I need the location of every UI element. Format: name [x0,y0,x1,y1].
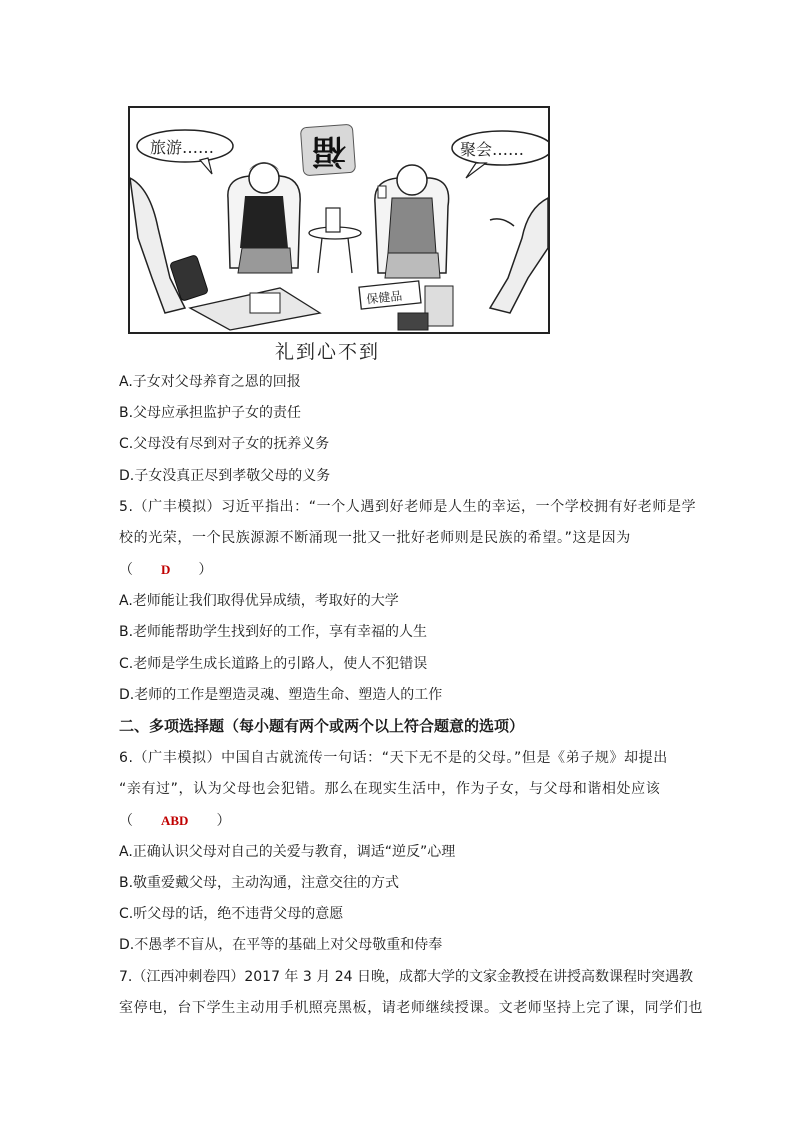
q4-option-b: B.父母应承担监护子女的责任 [119,405,302,421]
walking-person-right [490,198,548,313]
cartoon-drawing [130,108,548,332]
q6-stem-line1: 6.（广丰模拟）中国自古就流传一句话：“天下无不是的父母。”但是《弟子规》却提出 [119,750,668,766]
old-woman-body [240,196,288,248]
q5-option-b: B.老师能帮助学生找到好的工作，享有幸福的人生 [119,624,428,640]
fu-sign-text: 福 [312,131,346,171]
q4-option-a: A.子女对父母养育之恩的回报 [119,374,301,390]
q5-option-d: D.老师的工作是塑造灵魂、塑造生命、塑造人的工作 [119,687,443,703]
q6-option-c: C.听父母的话，绝不违背父母的意愿 [119,906,344,922]
old-woman-head [249,163,279,193]
q6-stem-line2: “亲有过”，认为父母也会犯错。那么在现实生活中，作为子女，与父母和谐相处应该 [119,781,661,797]
q5-option-a: A.老师能让我们取得优异成绩，考取好的大学 [119,593,399,609]
q5-option-c: C.老师是学生成长道路上的引路人，使人不犯错误 [119,656,428,672]
q6-option-d: D.不愚孝不盲从，在平等的基础上对父母敬重和侍奉 [119,937,443,953]
q5-stem-line2: 校的光荣，一个民族源源不断涌现一批又一批好老师则是民族的希望。”这是因为 [119,530,631,546]
q6-answer: ABD [161,813,189,828]
cartoon-figure [128,106,550,334]
q6-answer-blank [119,811,230,831]
section-title: 二、多项选择题（每小题有两个或两个以上符合题意的选项） [119,717,525,735]
old-man-head [397,165,427,195]
q5-paren-close: ） [198,562,213,578]
q5-paren-open: （ [119,562,133,578]
q5-stem-line1: 5.（广丰模拟）习近平指出：“一个人遇到好老师是人生的幸运，一个学校拥有好老师是学 [119,499,697,515]
bubble-right-text: 聚会…… [460,140,525,159]
q7-stem-line2: 室停电，台下学生主动用手机照亮黑板，请老师继续授课。文老师坚持上完了课，同学们也 [119,1000,703,1016]
q6-option-a: A.正确认识父母对自己的关爱与教育，调适“逆反”心理 [119,844,456,860]
q4-option-d: D.子女没真正尽到孝敬父母的义务 [119,468,331,484]
gift-label-text: 保健品 [365,288,403,307]
q6-paren-close: ） [216,813,231,829]
q7-stem-line1: 7.（江西冲刺卷四）2017 年 3 月 24 日晚，成都大学的文家金教授在讲授高数课程时突遇教 [119,969,693,985]
q6-option-b: B.敬重爱戴父母，主动沟通，注意交往的方式 [119,875,400,891]
q5-answer-blank [119,560,212,580]
gift-bag [425,286,453,326]
walking-person-left [130,178,185,313]
q4-option-c: C.父母没有尽到对子女的抚养义务 [119,436,330,452]
old-man-body [388,198,436,253]
q6-paren-open: （ [119,813,133,829]
bubble-left-text: 旅游…… [150,138,215,157]
q5-answer: D [161,562,171,577]
figure-caption: 礼到心不到 [275,341,381,363]
